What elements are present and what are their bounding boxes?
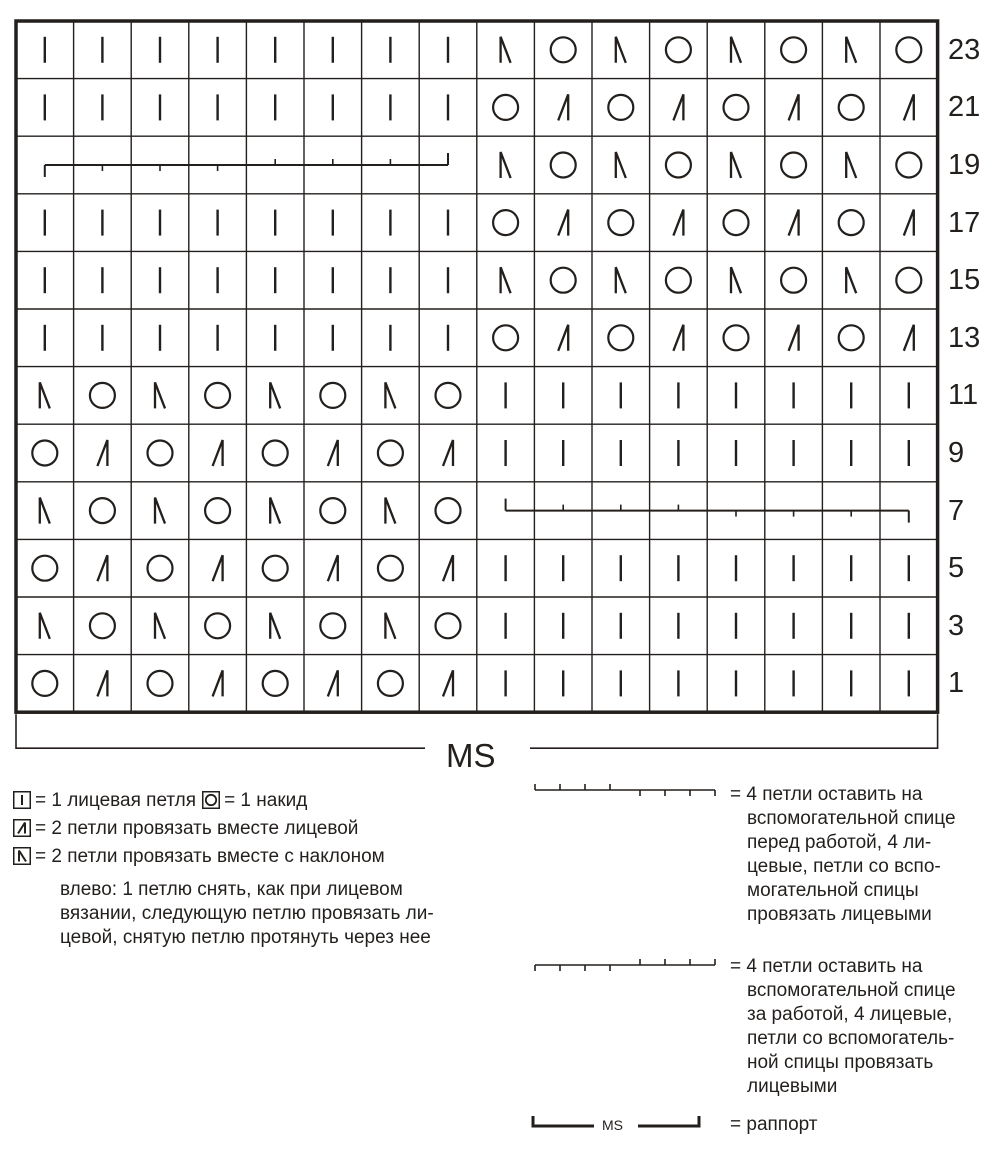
k2tog-symbol bbox=[97, 440, 107, 466]
yarn-over-symbol bbox=[839, 95, 864, 120]
ssk-symbol bbox=[40, 382, 50, 408]
cable-front-line-3: цевые, петли со вспо- bbox=[747, 856, 941, 877]
legend-k2tog-text: = 2 петли провязать вместе лицевой bbox=[35, 818, 359, 839]
ssk-symbol bbox=[616, 37, 626, 63]
yarn-over-symbol bbox=[666, 37, 691, 62]
k2tog-symbol bbox=[673, 325, 683, 351]
ssk-symbol bbox=[385, 498, 395, 524]
yarn-over-symbol bbox=[839, 210, 864, 235]
cable-back-line-4: ной спицы провязать bbox=[747, 1052, 934, 1073]
row-number-23: 23 bbox=[948, 33, 981, 66]
legend-knit-text: = 1 лицевая петля bbox=[35, 790, 197, 811]
cable-back-line-2: за работой, 4 лицевые, bbox=[747, 1004, 953, 1025]
yarn-over-symbol bbox=[263, 556, 288, 581]
ssk-symbol bbox=[616, 152, 626, 178]
k2tog-symbol bbox=[443, 440, 453, 466]
legend-ssk-text-1: влево: 1 петлю снять, как при лицевом bbox=[60, 879, 403, 900]
row-number-11: 11 bbox=[948, 379, 979, 412]
yarn-over-symbol bbox=[839, 325, 864, 350]
yarn-over-symbol bbox=[724, 95, 749, 120]
yarn-over-symbol bbox=[608, 95, 633, 120]
yarn-over-symbol bbox=[320, 383, 345, 408]
k2tog-symbol bbox=[673, 94, 683, 120]
k2tog-symbol bbox=[558, 325, 568, 351]
yarn-over-symbol bbox=[378, 556, 403, 581]
yarn-over-symbol bbox=[32, 671, 57, 696]
ssk-symbol bbox=[270, 498, 280, 524]
ssk-symbol bbox=[501, 152, 511, 178]
legend-ssk-text-0: = 2 петли провязать вместе с наклоном bbox=[35, 846, 385, 867]
yarn-over-symbol bbox=[493, 325, 518, 350]
yarn-over-symbol bbox=[320, 613, 345, 638]
ssk-symbol bbox=[40, 498, 50, 524]
yarn-over-symbol bbox=[724, 325, 749, 350]
legend-ssk-text-3: цевой, снятую петлю протянуть через нее bbox=[60, 927, 431, 948]
k2tog-symbol bbox=[328, 555, 338, 581]
yarn-over-symbol bbox=[666, 268, 691, 293]
yarn-over-symbol bbox=[436, 613, 461, 638]
yarn-over-symbol bbox=[608, 325, 633, 350]
k2tog-symbol bbox=[328, 670, 338, 696]
legend-yo-text: = 1 накид bbox=[224, 790, 308, 811]
yarn-over-symbol bbox=[436, 383, 461, 408]
k2tog-symbol bbox=[213, 670, 223, 696]
k2tog-symbol bbox=[789, 210, 799, 236]
ssk-symbol bbox=[40, 613, 50, 639]
ssk-symbol bbox=[846, 37, 856, 63]
cable-front-line-5: провязать лицевыми bbox=[747, 904, 932, 925]
legend-ssk-text-2: вязании, следующую петлю провязать ли- bbox=[60, 903, 434, 924]
row-number-13: 13 bbox=[948, 321, 981, 354]
ssk-symbol bbox=[385, 382, 395, 408]
k2tog-symbol bbox=[558, 94, 568, 120]
cable-front-symbol-icon bbox=[535, 784, 715, 796]
yarn-over-symbol bbox=[263, 441, 288, 466]
yarn-over-symbol bbox=[90, 613, 115, 638]
k2tog-symbol bbox=[673, 210, 683, 236]
ms-repeat-label: MS bbox=[446, 737, 496, 774]
k2tog-symbol bbox=[789, 325, 799, 351]
yarn-over-symbol bbox=[148, 671, 173, 696]
row-number-21: 21 bbox=[948, 91, 981, 124]
yarn-over-symbol bbox=[896, 153, 921, 178]
k2tog-symbol bbox=[328, 440, 338, 466]
k2tog-symbol bbox=[213, 555, 223, 581]
yarn-over-symbol bbox=[90, 383, 115, 408]
row-number-9: 9 bbox=[948, 437, 965, 469]
yarn-over-symbol bbox=[551, 268, 576, 293]
yarn-over-symbol bbox=[666, 153, 691, 178]
ms-bracket-right bbox=[530, 714, 938, 748]
cable-back-line-3: петли со вспомогатель- bbox=[747, 1028, 955, 1049]
cable-back-line-1: вспомогательной спице bbox=[747, 980, 956, 1001]
cable-back-line-0: = 4 петли оставить на bbox=[730, 956, 923, 977]
ssk-symbol bbox=[270, 613, 280, 639]
k2tog-symbol bbox=[558, 210, 568, 236]
yarn-over-symbol bbox=[608, 210, 633, 235]
row-number-7: 7 bbox=[948, 494, 965, 527]
row-number-3: 3 bbox=[948, 609, 965, 642]
yarn-over-symbol bbox=[493, 210, 518, 235]
k2tog-symbol bbox=[97, 555, 107, 581]
cable-front-line-0: = 4 петли оставить на bbox=[730, 784, 923, 805]
ssk-symbol bbox=[731, 152, 741, 178]
legend-cable-front-text bbox=[730, 783, 956, 927]
ssk-symbol bbox=[155, 382, 165, 408]
cable-front-line-2: перед работой, 4 ли- bbox=[747, 832, 932, 853]
row-number-15: 15 bbox=[948, 264, 981, 297]
yarn-over-symbol bbox=[724, 210, 749, 235]
yarn-over-symbol bbox=[32, 441, 57, 466]
yarn-over-symbol bbox=[378, 441, 403, 466]
cable-back-line-5: лицевыми bbox=[747, 1076, 838, 1097]
ms-bracket-left bbox=[16, 714, 425, 748]
yarn-over-symbol bbox=[551, 153, 576, 178]
ssk-symbol bbox=[846, 152, 856, 178]
k2tog-symbol bbox=[904, 325, 914, 351]
yarn-over-symbol bbox=[551, 37, 576, 62]
k2tog-symbol bbox=[213, 440, 223, 466]
row-number-17: 17 bbox=[948, 206, 981, 239]
ssk-symbol bbox=[155, 613, 165, 639]
ssk-symbol bbox=[501, 267, 511, 293]
k2tog-symbol bbox=[904, 210, 914, 236]
yarn-over-symbol bbox=[436, 498, 461, 523]
yarn-over-symbol bbox=[320, 498, 345, 523]
legend-repeat-text: = раппорт bbox=[730, 1114, 818, 1135]
yarn-over-symbol bbox=[896, 37, 921, 62]
yarn-over-symbol bbox=[90, 498, 115, 523]
repeat-ms-label: MS bbox=[602, 1117, 623, 1133]
yarn-over-symbol bbox=[205, 383, 230, 408]
yarn-over-symbol bbox=[205, 613, 230, 638]
ssk-symbol bbox=[501, 37, 511, 63]
k2tog-symbol bbox=[789, 94, 799, 120]
yarn-over-symbol bbox=[205, 498, 230, 523]
yarn-over-symbol bbox=[148, 441, 173, 466]
ssk-symbol bbox=[385, 613, 395, 639]
yarn-over-symbol bbox=[781, 153, 806, 178]
yarn-over-symbol bbox=[378, 671, 403, 696]
yarn-over-symbol bbox=[781, 268, 806, 293]
yarn-over-symbol bbox=[263, 671, 288, 696]
ssk-symbol bbox=[270, 382, 280, 408]
ssk-symbol bbox=[731, 267, 741, 293]
row-number-19: 19 bbox=[948, 149, 981, 181]
row-number-5: 5 bbox=[948, 552, 965, 585]
ssk-symbol bbox=[846, 267, 856, 293]
ssk-symbol bbox=[731, 37, 741, 63]
cable-back-symbol-icon bbox=[535, 959, 715, 971]
row-number-1: 1 bbox=[948, 667, 965, 700]
k2tog-symbol bbox=[443, 670, 453, 696]
yarn-over-symbol bbox=[896, 268, 921, 293]
cable-front-line-1: вспомогательной спице bbox=[747, 808, 956, 829]
yarn-over-symbol bbox=[493, 95, 518, 120]
ssk-symbol bbox=[155, 498, 165, 524]
legend-cable-back-text bbox=[730, 955, 956, 1099]
yarn-over-symbol bbox=[781, 37, 806, 62]
cable-front-line-4: могательной спицы bbox=[747, 880, 919, 901]
yarn-over-symbol bbox=[32, 556, 57, 581]
yarn-over-symbol bbox=[148, 556, 173, 581]
k2tog-symbol bbox=[904, 94, 914, 120]
ssk-symbol bbox=[616, 267, 626, 293]
k2tog-symbol bbox=[443, 555, 453, 581]
k2tog-symbol bbox=[97, 670, 107, 696]
